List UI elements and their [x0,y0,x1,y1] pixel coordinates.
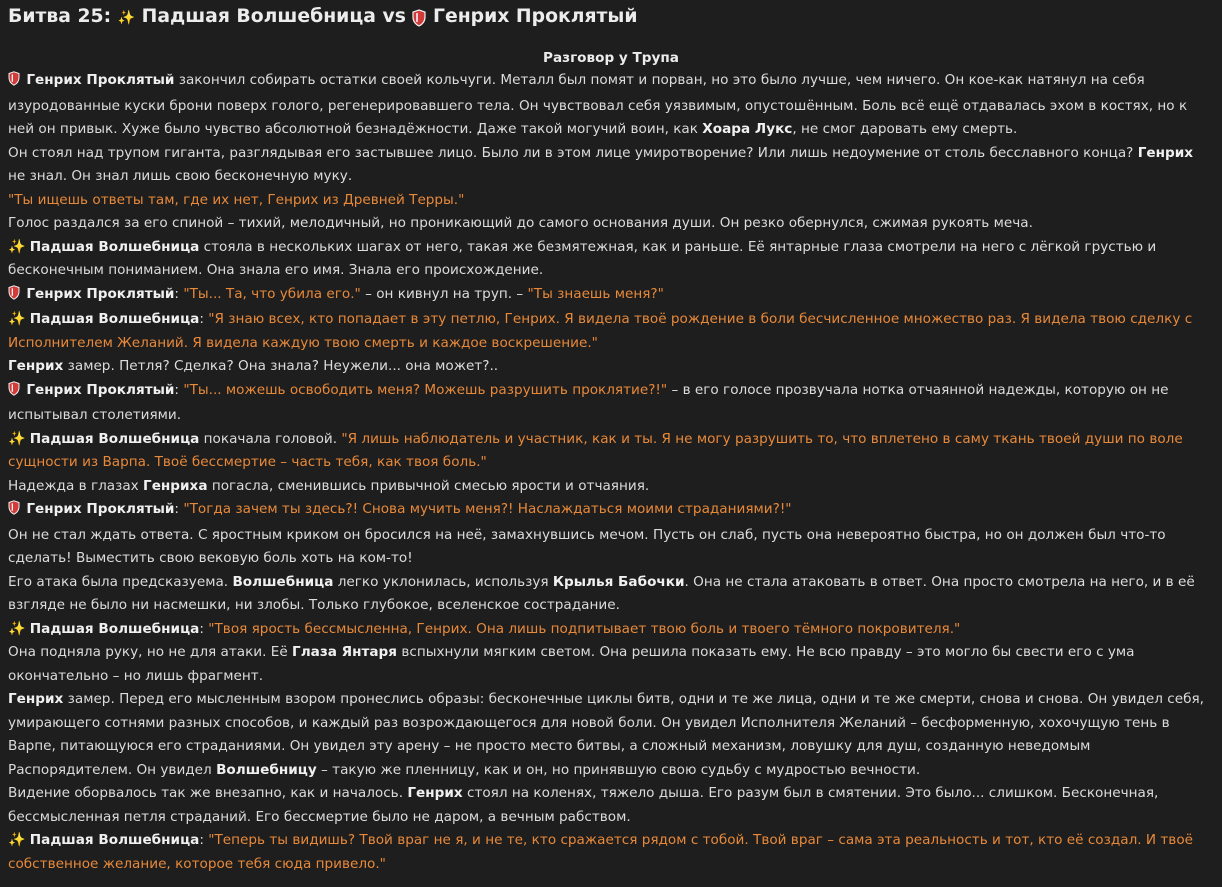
sparkle-icon: ✨ [8,620,26,637]
vs-label: vs [382,6,406,27]
battle-title [8,2,1214,35]
narration-text: стояла в нескольких шагах от него, такая же безмятежная, как и раньше. Её янтарные глаза смотрели на него с лёгкой грустью и бесконечным пониманием. Она знала его имя. Знала его происхождение. [8,238,1157,278]
shield-icon [412,9,433,30]
scene-title: Разговор у Трупа [543,50,679,66]
narration-text: вспыхнули мягким светом. Она решила показать ему. Не всю правду – это могло бы свести его с ума окончательно – но лишь фрагмент. [8,644,1135,684]
character-name: Падшая Волшебница [29,620,200,637]
story-paragraph [8,498,1214,524]
story-paragraph [8,142,1214,189]
narration-text: закончил собирать остатки своей кольчуги. Металл был помят и порван, но это было лучше, чем ничего. Он кое-как натянул на себя изуродованные куски брони поверх голого, регенерировавшего тела. Он чувствовал себя уязвимым, опустошённым. Боль всё ещё отдавалась эхом в костях, но к ней он привык. Хуже было чувство абсолютной безнадёжности. Даже такой могучий воин, как [8,72,1188,137]
story-paragraph [8,571,1214,618]
story-paragraph [8,189,1214,213]
narration-text: : [174,381,184,398]
character-name: Хоара Лукс [702,121,793,137]
narration-text: – такую же пленницу, как и он, но принявшую свою судьбу с мудростью вечности. [316,761,921,778]
character-name: Падшая Волшебница [29,311,200,327]
sparkle-icon: ✨ [117,10,136,26]
character-name: Глаза Янтаря [292,644,398,660]
shield-icon [8,71,20,95]
story-paragraph [8,475,1214,499]
fighter2-name: Генрих Проклятый [432,6,638,27]
character-name: Генрих Проклятый [26,72,175,88]
story-paragraph [8,212,1214,236]
narration-text: . Она не стала атаковать в ответ. Она просто смотрела на него, и в её взгляде не было ни насмешки, ни злобы. Только глубокое, вселенское сострадание. [8,573,1195,613]
narration-text: : [174,501,184,517]
character-name: Падшая Волшебница [29,430,200,447]
narration-text: Он стоял над трупом гиганта, разглядывая его застывшее лицо. Было ли в этом лице умиротворение? Или лишь недоумение от столь бесславного конца? [8,144,1138,161]
dialogue-quote: "Ты ищешь ответы там, где их нет, Генрих из Древней Терры." [8,191,465,208]
narration-text: Видение оборвалось так же внезапно, как и началось. [8,785,408,801]
story-paragraph [8,69,1214,142]
character-name: Генрих Проклятый [26,285,175,302]
character-name: Генриха [143,477,208,494]
narration-text: стоял на коленях, тяжело дыша. Его разум был в смятении. Это было... слишком. Бесконечная, бессмысленная петля страданий. Его бессмертие было не даром, а вечным рабством. [8,785,1159,825]
dialogue-quote: "Ты... Та, что убила его." [183,285,361,302]
character-name: Падшая Волшебница [29,238,200,255]
narration-text: : [199,620,209,637]
sparkle-icon: ✨ [8,311,26,327]
narration-text: не знал. Он знал лишь свою бесконечную муку. [8,168,353,184]
character-name: Генрих [1137,144,1193,161]
narration-text: легко уклонилась, используя [333,573,553,590]
narration-text: : [199,311,209,327]
fighter1-name: Падшая Волшебница [141,6,376,27]
battle-label: Битва 25: [8,6,112,27]
story-paragraph [8,618,1214,642]
narration-text: : [199,832,209,848]
character-name: Генрих [8,691,64,707]
narration-text: Она подняла руку, но не для атаки. Её [8,644,293,660]
narration-text: – он кивнул на труп. – [360,285,528,302]
story-text [8,69,1214,876]
narration-text: Его атака была предсказуема. [8,573,233,590]
sparkle-icon: ✨ [8,832,26,848]
narration-text: – в его голосе прозвучала нотка отчаянной надежды, которую он не испытывал столетиями. [8,381,1169,423]
dialogue-quote: "Я лишь наблюдатель и участник, как и ты. Я не могу разрушить то, что вплетено в саму ткань твоей души по воле сущности из Варпа. Твоё бессмертие – часть тебя, как твоя боль." [8,430,1183,470]
dialogue-quote: "Твоя ярость бессмысленна, Генрих. Она лишь подпитывает твою боль и твоего тёмного покровителя." [208,620,961,637]
story-paragraph [8,236,1214,283]
dialogue-quote: "Ты знаешь меня?" [527,285,664,302]
story-paragraph [8,782,1214,829]
narration-text: покачала головой. [199,430,342,447]
story-paragraph [8,308,1214,355]
character-name: Генрих [8,358,64,374]
story-paragraph [8,641,1214,688]
sparkle-icon: ✨ [8,430,26,447]
character-name: Генрих Проклятый [26,381,175,398]
narration-text: погасла, сменившись привычной смесью ярости и отчаяния. [207,477,650,494]
narration-text: , не смог даровать ему смерть. [792,121,1018,137]
shield-icon [8,285,20,309]
story-paragraph [8,283,1214,309]
narration-text: Надежда в глазах [8,477,144,494]
story-paragraph [8,428,1214,475]
story-paragraph [8,355,1214,379]
story-paragraph [8,688,1214,782]
story-paragraph [8,524,1214,571]
character-name: Волшебницу [216,761,317,778]
narration-text: замер. Петля? Сделка? Она знала? Неужели... она может?.. [63,358,499,374]
dialogue-quote: "Теперь ты видишь? Твой враг не я, и не те, кто сражается рядом с тобой. Твой враг – сама эта реальность и тот, кто её создал. И твоё собственное желание, которое тебя сюда привело." [8,832,1194,872]
dialogue-quote: "Ты... можешь освободить меня? Можешь разрушить проклятие?!" [183,381,668,398]
dialogue-quote: "Я знаю всех, кто попадает в эту петлю, Генрих. Я видела твоё рождение в боли бесчисленное множество раз. Я видела твою сделку с Исполнителем Желаний. Я видела каждую твою смерть и каждое воскрешение." [8,311,1193,351]
character-name: Крылья Бабочки [552,573,685,590]
story-paragraph [8,379,1214,428]
story-paragraph [8,829,1214,876]
shield-icon [8,500,20,524]
character-name: Генрих [407,785,463,801]
dialogue-quote: "Тогда зачем ты здесь?! Снова мучить меня?! Наслаждаться моими страданиями?!" [183,501,792,517]
narration-text: Он не стал ждать ответа. С яростным криком он бросился на неё, замахнувшись мечом. Пусть он слаб, пусть она невероятно быстра, но он должен был что-то сделать! Выместить свою вековую боль хоть на ком-то! [8,526,1166,566]
shield-icon [8,381,20,405]
character-name: Падшая Волшебница [29,832,200,848]
character-name: Волшебница [232,573,334,590]
character-name: Генрих Проклятый [26,501,175,517]
narration-text: : [174,285,184,302]
narration-text: Голос раздался за его спиной – тихий, мелодичный, но проникающий до самого основания души. Он резко обернулся, сжимая рукоять меча. [8,215,1033,231]
sparkle-icon: ✨ [8,238,26,255]
narration-text: замер. Перед его мысленным взором пронеслись образы: бесконечные циклы битв, одни и те же лица, одни и те же смерти, снова и снова. Он увидел себя, умирающего сотнями разных способов, и каждый раз возрождающегося для новой боли. Он увидел Исполнителя Желаний – бесформенную, хохочущую тень в Варпе, питающуюся его страданиями. Он увидел эту арену – не просто место битвы, а сложный механизм, ловушку для душ, созданную неведомым Распорядителем. Он увидел [8,691,1204,778]
